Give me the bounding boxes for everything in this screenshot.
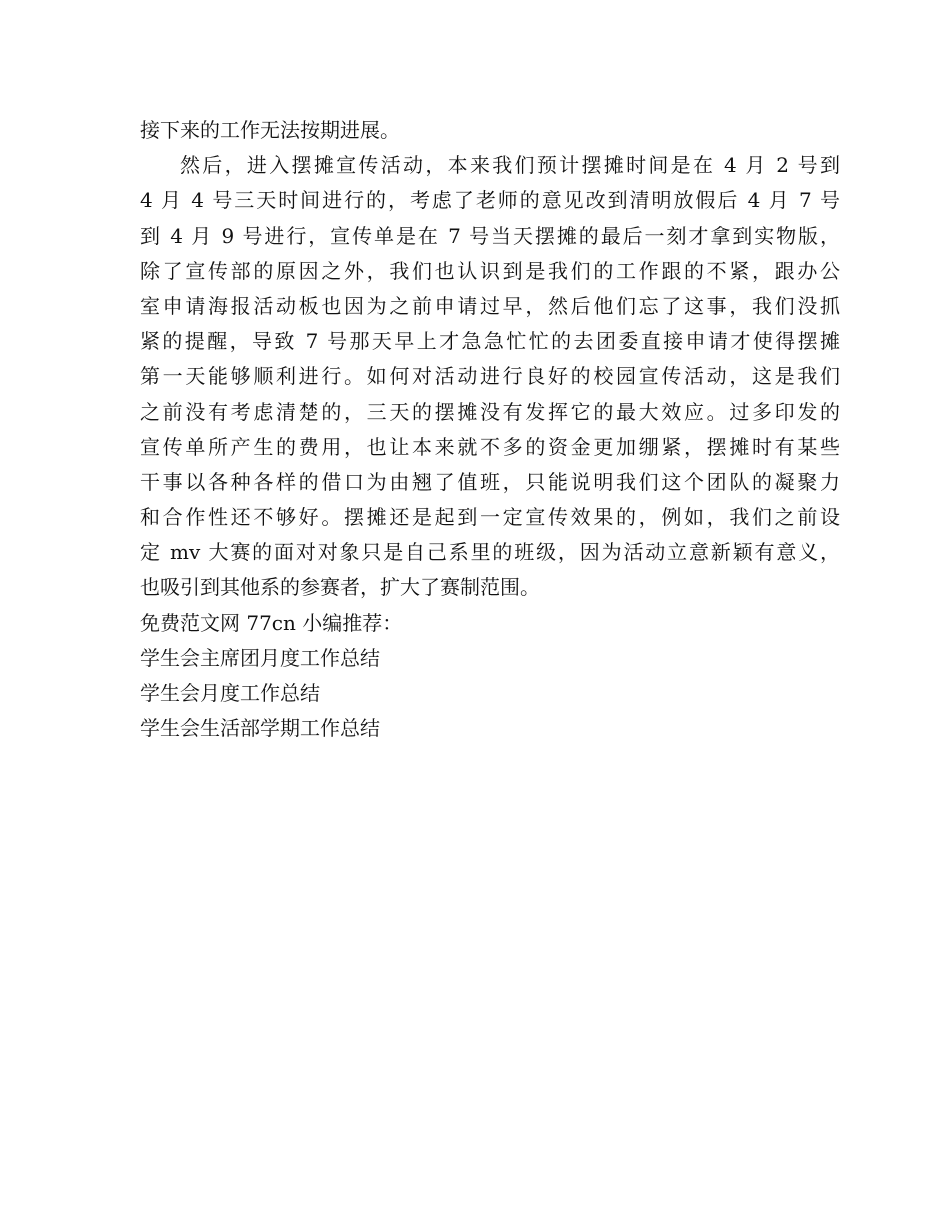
paragraph-line: 和合作性还不够好。摆摊还是起到一定宣传效果的，例如，我们之前设 <box>140 505 840 530</box>
recommend-label: 免费范文网 77cn 小编推荐： <box>140 610 403 635</box>
paragraph-line: 干事以各种各样的借口为由翘了值班，只能说明我们这个团队的凝聚力 <box>140 469 840 494</box>
paragraph-line: 4 月 4 号三天时间进行的，考虑了老师的意见改到清明放假后 4 月 7 号 <box>140 188 840 213</box>
recommended-link[interactable]: 学生会月度工作总结 <box>140 681 320 705</box>
paragraph-line: 室申请海报活动板也因为之前申请过早，然后他们忘了这事，我们没抓 <box>140 293 840 318</box>
paragraph-line: 第一天能够顺利进行。如何对活动进行良好的校园宣传活动，这是我们 <box>140 364 840 389</box>
recommended-link[interactable]: 学生会主席团月度工作总结 <box>140 645 380 670</box>
document-body <box>140 113 840 746</box>
paragraph-line: 宣传单所产生的费用，也让本来就不多的资金更加绷紧，摆摊时有某些 <box>140 434 840 459</box>
paragraph-line: 接下来的工作无法按期进展。 <box>140 118 400 142</box>
recommended-link[interactable]: 学生会生活部学期工作总结 <box>140 716 380 741</box>
paragraph-line: 紧的提醒，导致 7 号那天早上才急急忙忙的去团委直接申请才使得摆摊 <box>140 329 840 354</box>
paragraph-line: 然后，进入摆摊宣传活动，本来我们预计摆摊时间是在 4 月 2 号到 <box>180 153 840 178</box>
paragraph-line: 除了宣传部的原因之外，我们也认识到是我们的工作跟的不紧，跟办公 <box>140 258 840 283</box>
paragraph-line: 到 4 月 9 号进行，宣传单是在 7 号当天摆摊的最后一刻才拿到实物版， <box>140 223 840 248</box>
paragraph-line: 之前没有考虑清楚的，三天的摆摊没有发挥它的最大效应。过多印发的 <box>140 399 840 424</box>
paragraph-line: 也吸引到其他系的参赛者，扩大了赛制范围。 <box>140 575 540 600</box>
paragraph-line: 定 mv 大赛的面对对象只是自己系里的班级，因为活动立意新颖有意义， <box>140 540 840 565</box>
